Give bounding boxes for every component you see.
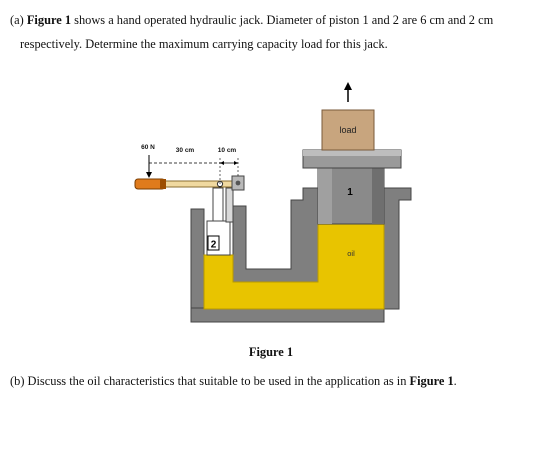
piston-1-shading (318, 166, 332, 224)
dimension-30cm-label: 30 cm (175, 147, 195, 154)
force-arrow-head (146, 172, 152, 178)
piston-1-shading-right (372, 166, 384, 224)
piston-2-label: 2 (210, 239, 217, 251)
figure-caption: Figure 1 (248, 345, 294, 359)
small-cylinder-walls (191, 209, 204, 308)
figure-1-reference: Figure 1 (26, 13, 72, 27)
question-b (10, 375, 457, 387)
figure-1-reference-b: Figure 1 (409, 374, 454, 388)
dimension-arrow-right (234, 161, 238, 165)
piston-2-guide (226, 188, 233, 222)
piston-1-label: 1 (347, 187, 353, 198)
question-b-suffix: . (453, 374, 457, 388)
load-platform-top (303, 150, 401, 156)
question-a-prefix: (a) (10, 13, 27, 27)
load-label: load (339, 125, 357, 135)
dimension-10cm-label: 10 cm (217, 147, 237, 154)
oil-label: oil (347, 249, 355, 258)
lever-handle (165, 181, 242, 187)
lift-arrow-head (344, 82, 352, 90)
question-a-text-1: shows a hand operated hydraulic jack. Diameter of piston 1 and 2 are 6 cm and 2 cm (71, 13, 494, 27)
lever-grip-band (160, 179, 166, 189)
dimension-arrow-left (220, 161, 224, 165)
question-a-line-2: respectively. Determine the maximum carrying capacity load for this jack. (20, 37, 388, 51)
question-b-text: (b) Discuss the oil characteristics that suitable to be used in the application as in (10, 374, 410, 388)
pivot-pin (236, 181, 241, 186)
vessel-inner-walls (233, 188, 318, 282)
force-label: 60 N (141, 144, 155, 151)
